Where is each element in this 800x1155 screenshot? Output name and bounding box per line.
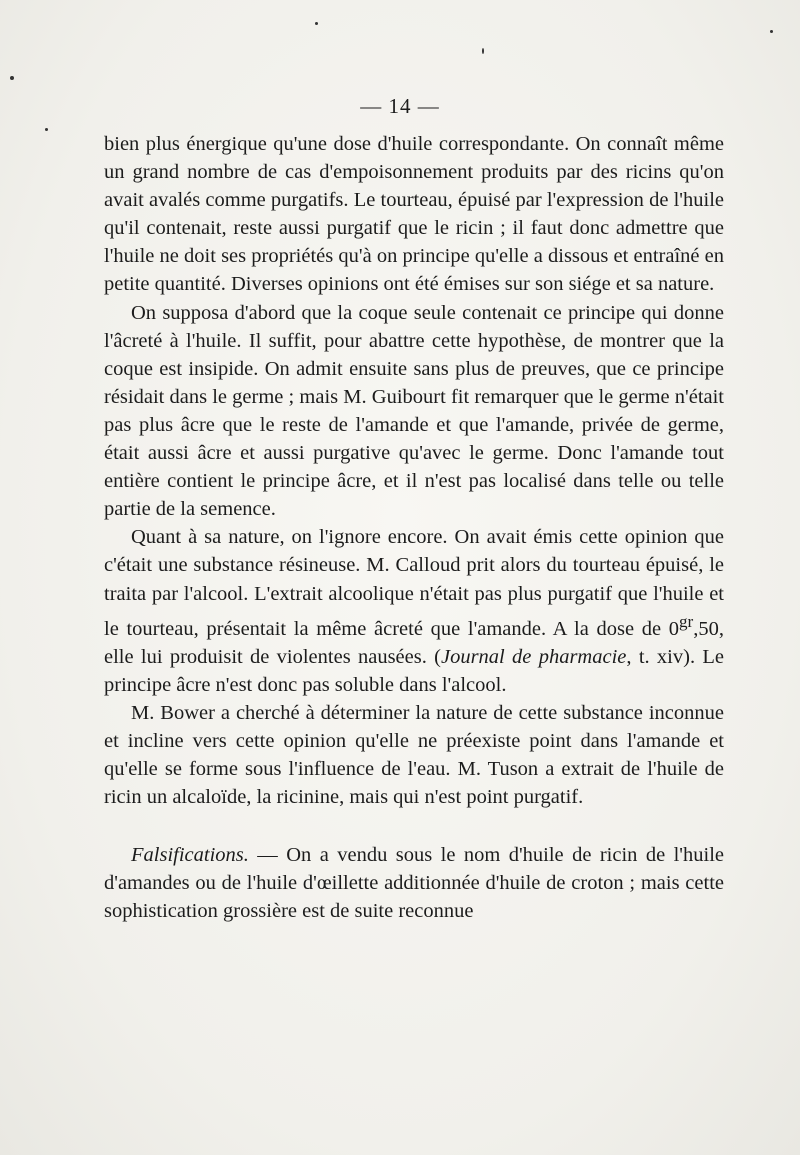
- ink-speck: [315, 22, 318, 25]
- paragraph-falsifications: [104, 841, 724, 925]
- paragraph-coque: On supposa d'abord que la coque seule contenait ce principe qui donne l'âcreté à l'huile. Il suffit, pour abattre cette hypothèse, de montrer que la coque est insipide. On admit ensuite sans plus de preuves, que ce principe résidait dans le germe ; mais M. Guibourt fit remarquer que le germe n'était pas plus âcre que le reste de l'amande et que l'amande, privée de germe, était aussi âcre et aussi purgative qu'avec le germe. Donc l'amande tout entière contient le principe âcre, et il n'est pas localisé dans telle ou telle partie de la semence.: [104, 301, 724, 521]
- ink-speck: [482, 48, 484, 54]
- paragraph-nature: [104, 523, 724, 698]
- body-text: [104, 130, 724, 925]
- journal-citation: Journal de pharmacie: [440, 645, 627, 668]
- paragraph-nature-text: , t. xiv). Le principe âcre n'est donc pas soluble dans l'alcool.: [104, 645, 725, 696]
- paragraph-bower: M. Bower a cherché à déterminer la nature de cette substance inconnue et incline vers cette opinion qu'elle ne préexiste point dans l'amande et qu'elle se forme sous l'influence de l'eau. M. Tuson a extrait de l'huile de ricin un alcaloïde, la ricinine, mais qui n'est point purgatif.: [104, 701, 724, 808]
- section-heading: Falsifications.: [131, 844, 249, 867]
- paragraph-nature-text: Quant à sa nature, on l'ignore encore. On avait émis cette opinion que c'était une substance résineuse. M. Calloud prit alors du tourteau épuisé, le traita par l'alcool. L'extrait alcoolique n'était pas plus purgatif que l'huile et le tourteau, présentait la même âcreté que l'amande. A la dose de 0: [104, 526, 724, 640]
- paragraph-continuation: bien plus énergique qu'une dose d'huile correspondante. On connaît même un grand nombre de cas d'empoisonnement produits par des ricins qu'on avait avalés comme purgatifs. Le tourteau, épuisé par l'expression de l'huile qu'il contenait, reste aussi purgatif que le ricin ; il faut donc admettre que l'huile ne doit ses propriétés qu'à on principe qu'elle a dissous et entraîné en petite quantité. Diverses opinions ont été émises sur son siége et sa nature.: [104, 133, 724, 296]
- paragraph-nature-text: ,50, elle lui produisit de violentes nausées. (: [104, 617, 724, 668]
- ink-speck: [10, 76, 14, 80]
- ink-speck: [45, 128, 48, 131]
- ink-speck: [770, 30, 773, 33]
- unit-superscript: gr: [679, 611, 694, 631]
- page-number: — 14 —: [360, 94, 440, 118]
- paragraph-falsifications-text: — On a vendu sous le nom d'huile de ricin de l'huile d'amandes ou de l'huile d'œillette additionnée d'huile de croton ; mais cette sophistication grossière est de suite reconnue: [104, 844, 724, 923]
